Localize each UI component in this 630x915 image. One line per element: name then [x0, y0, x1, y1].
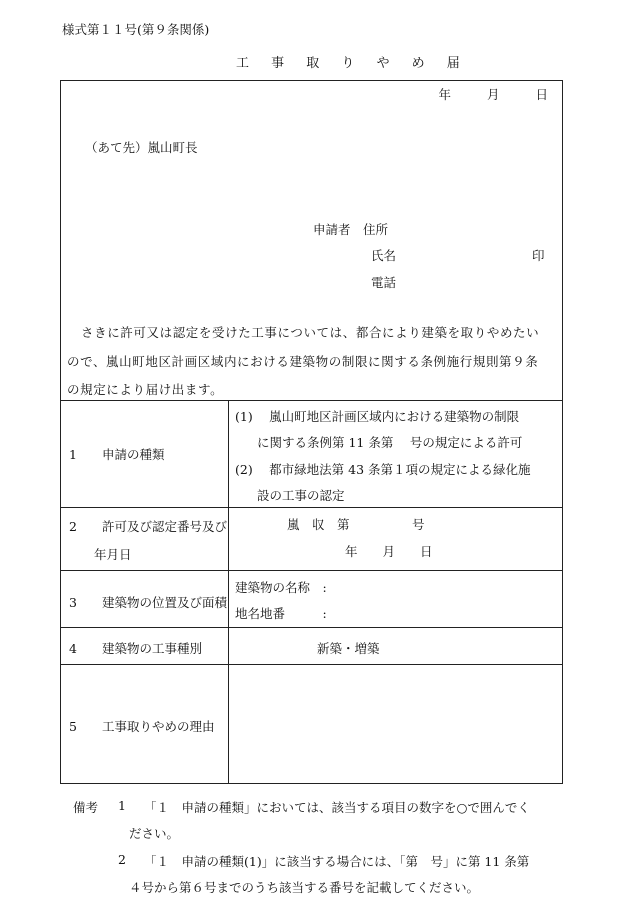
row-label — [61, 401, 229, 507]
lot-number-label: 地名地番 : — [235, 606, 327, 621]
table-row — [61, 627, 562, 664]
row-label — [61, 571, 229, 627]
row-label — [61, 665, 229, 784]
applicant-phone-label: 電話 — [371, 275, 397, 290]
row-label-text: 2 許可及び認定番号及び — [69, 519, 227, 534]
applicant-name-label: 氏名 — [371, 248, 397, 263]
day-label: 日 — [535, 87, 548, 102]
intro-line-2: ので、嵐山町地区計画区域内における建築物の制限に関する条例施行規則第９条 — [67, 353, 539, 369]
remarks-label: 備考 — [73, 800, 99, 815]
row-label — [61, 628, 229, 664]
table-row — [61, 400, 562, 507]
type-option-1-line-2: に関する条例第 11 条第 号の規定による許可 — [257, 435, 523, 450]
building-name-label: 建築物の名称 : — [235, 580, 327, 595]
year-label: 年 — [438, 87, 451, 102]
intro-line-3: の規定により届け出ます。 — [67, 382, 224, 397]
intro-text — [61, 319, 564, 405]
application-type-cell[interactable] — [229, 401, 562, 507]
addressee: （あて先）嵐山町長 — [85, 140, 198, 155]
month-label: 月 — [486, 87, 500, 102]
type-option-1-line-1: (1) 嵐山町地区計画区域内における建築物の制限 — [235, 409, 520, 424]
row-label-text-2: 年月日 — [94, 547, 132, 562]
remark-1-line-1: 「１ 申請の種類」においては、該当する項目の数字を○で囲んでく — [144, 800, 530, 815]
row-label-text: 5 工事取りやめの理由 — [69, 719, 215, 734]
permit-number-line: 嵐 収 第 号 — [287, 517, 425, 532]
seal-mark: 印 — [532, 248, 545, 263]
remark-1-line-2: ださい。 — [129, 826, 180, 841]
intro-line-1: さきに許可又は認定を受けた工事については、都合により建築を取りやめたい — [81, 325, 540, 340]
permit-number-cell[interactable] — [229, 508, 562, 570]
remark-2-line-2: ４号から第６号までのうち該当する番号を記載してください。 — [129, 880, 480, 895]
row-label-text: 3 建築物の位置及び面積 — [69, 595, 227, 610]
form-frame — [60, 80, 563, 784]
remark-2-line-1: 「１ 申請の種類(1)」に該当する場合には、「第 号」に第 11 条第 — [144, 854, 530, 869]
row-label-text: 1 申請の種類 — [69, 447, 165, 462]
table-row — [61, 664, 562, 784]
location-area-cell[interactable] — [229, 571, 562, 627]
construction-type-cell[interactable] — [229, 628, 562, 664]
remark-2-number: 2 — [118, 852, 126, 867]
applicant-address-label: 申請者 住所 — [313, 222, 389, 237]
page-title: 工 事 取 り や め 届 — [236, 56, 469, 71]
remark-1-number: 1 — [118, 798, 126, 813]
type-option-2-line-2: 設の工事の認定 — [257, 488, 345, 503]
row-label-text: 4 建築物の工事種別 — [69, 641, 202, 656]
row-label — [61, 508, 229, 570]
permit-date-line: 年 月 日 — [345, 544, 433, 559]
table-row — [61, 570, 562, 627]
submission-date[interactable] — [436, 85, 548, 103]
table-row — [61, 507, 562, 570]
type-option-2-line-1: (2) 都市緑地法第 43 条第１項の規定による緑化施 — [235, 462, 531, 477]
form-number: 様式第１１号(第９条関係) — [62, 22, 210, 37]
construction-type-options: 新築・増築 — [317, 641, 380, 656]
cancellation-reason-cell[interactable] — [229, 665, 562, 784]
